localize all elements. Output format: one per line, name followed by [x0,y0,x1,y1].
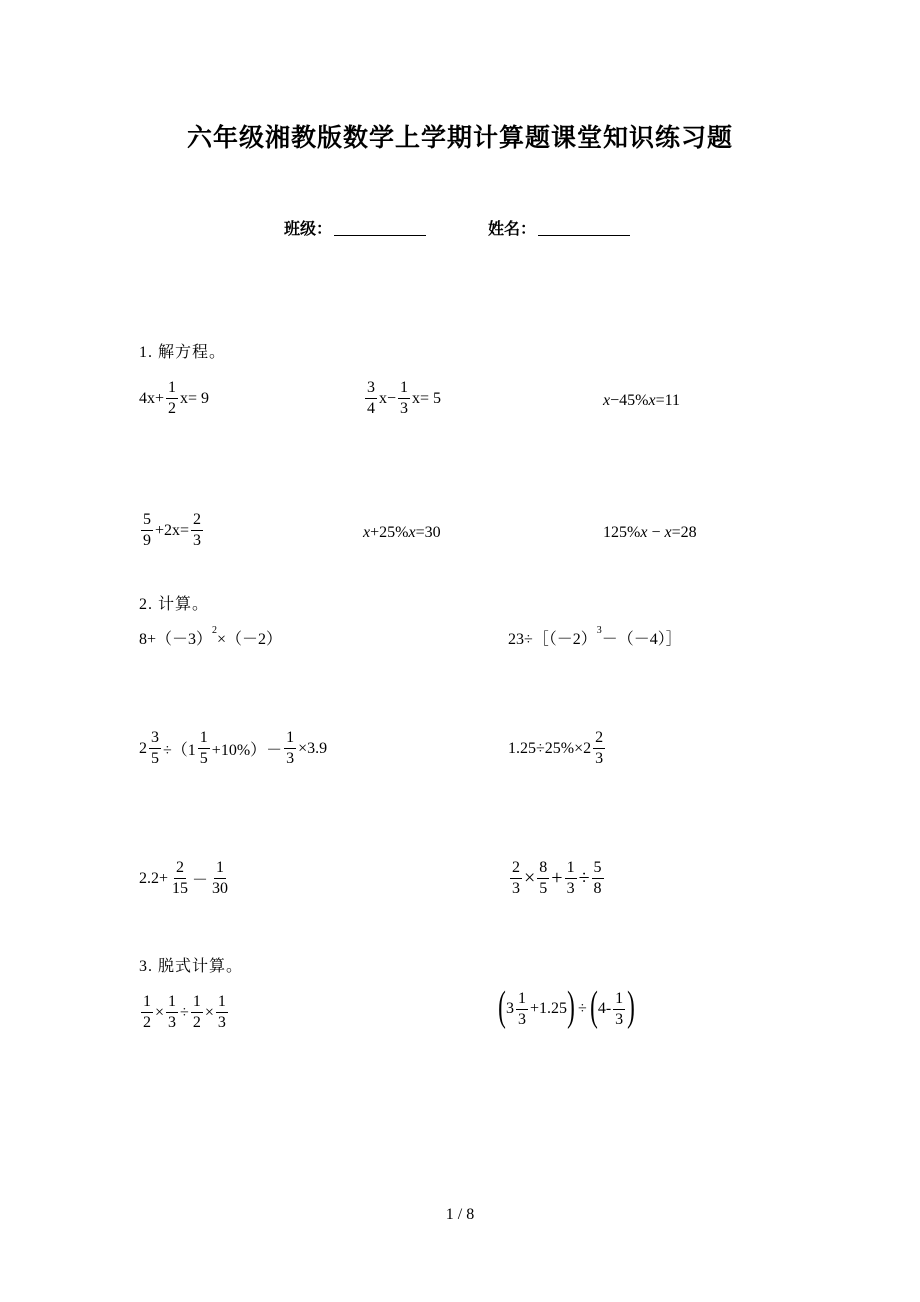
name-blank[interactable] [538,235,630,236]
fraction: $\frac{5}{9}$ [143,511,151,549]
fraction: $\frac{3}{4}$ [367,379,375,417]
fraction: $\frac{1}{5}$ [199,729,208,767]
fraction: $\frac{1}{2}$ [192,993,201,1031]
section-2-heading: 2. 计算。 [139,596,210,613]
name-field [488,216,630,239]
fraction: $\frac{1}{3}$ [168,993,177,1031]
fraction: $\frac{2}{3}$ [512,859,520,897]
fraction: $\frac{3}{5}$ [151,729,159,767]
equation-4: $\frac{5}{9}$ +2x= $\frac{2}{3}$ [143,511,202,549]
section-1-heading: 1. 解方程。 [139,344,227,361]
fraction: $\frac{1}{3}$ [286,729,295,767]
fraction: $\frac{1}{3}$ [217,993,226,1031]
calc-1: 8+（－3） 2 ×（－2） [139,625,283,648]
fraction: $\frac{2}{3}$ [193,511,202,549]
stepwise-1: $\frac{1}{2}$ × $\frac{1}{3}$ ÷ $\frac{1}{2}$ × $\frac{1}{3}$ [143,993,226,1031]
calc-5: 2.2+ $\frac{2}{15}$ － $\frac{1}{30}$ [139,859,229,897]
calc-2: 23÷［（－2） 3 －（－4）］ [508,625,682,648]
stepwise-2: ( 3 $\frac{1}{3}$ +1.25 ) ÷ ( 4- $\frac{1}{3}$ ) [498,984,635,1030]
page-title: 六年级湘教版数学上学期计算题课堂知识练习题 [186,125,733,152]
fraction: $\frac{1}{3}$ [566,859,575,897]
calc-6: $\frac{2}{3}$ × $\frac{8}{5}$ + $\frac{1}{3}$ ÷ $\frac{5}{8}$ [512,859,602,897]
fraction: $\frac{1}{3}$ [400,379,409,417]
equation-5: x +25% x =30 [363,524,441,541]
section-3-heading: 3. 脱式计算。 [139,958,244,975]
fraction: $\frac{1}{2}$ [143,993,151,1031]
fraction: $\frac{1}{3}$ [518,989,526,1028]
fraction: $\frac{2}{3}$ [595,729,604,767]
fraction: $\frac{1}{2}$ [168,379,177,417]
calc-3: 2 $\frac{3}{5}$ ÷（1 $\frac{1}{5}$ +10%）－ $\frac{1}{3}$ ×3.9 [139,729,328,767]
equation-1: 4x+ $\frac{1}{2}$ x= 9 [139,379,210,417]
class-label: 班级： [284,221,333,238]
fraction: $\frac{5}{8}$ [593,859,602,897]
fraction: $\frac{1}{30}$ [212,859,229,897]
class-field [284,216,426,239]
calc-4: 1.25÷25%×2 $\frac{2}{3}$ [508,729,604,767]
fraction: $\frac{2}{15}$ [172,859,189,897]
equation-6: 125% x − x =28 [603,524,697,541]
page-number: 1 / 8 [445,1206,475,1223]
equation-3: x −45% x =11 [603,392,681,409]
class-blank[interactable] [334,235,426,236]
name-label: 姓名： [488,221,537,238]
fraction: $\frac{1}{3}$ [615,989,624,1028]
fraction: $\frac{8}{5}$ [539,859,548,897]
equation-2: $\frac{3}{4}$ x− $\frac{1}{3}$ x= 5 [367,379,442,417]
